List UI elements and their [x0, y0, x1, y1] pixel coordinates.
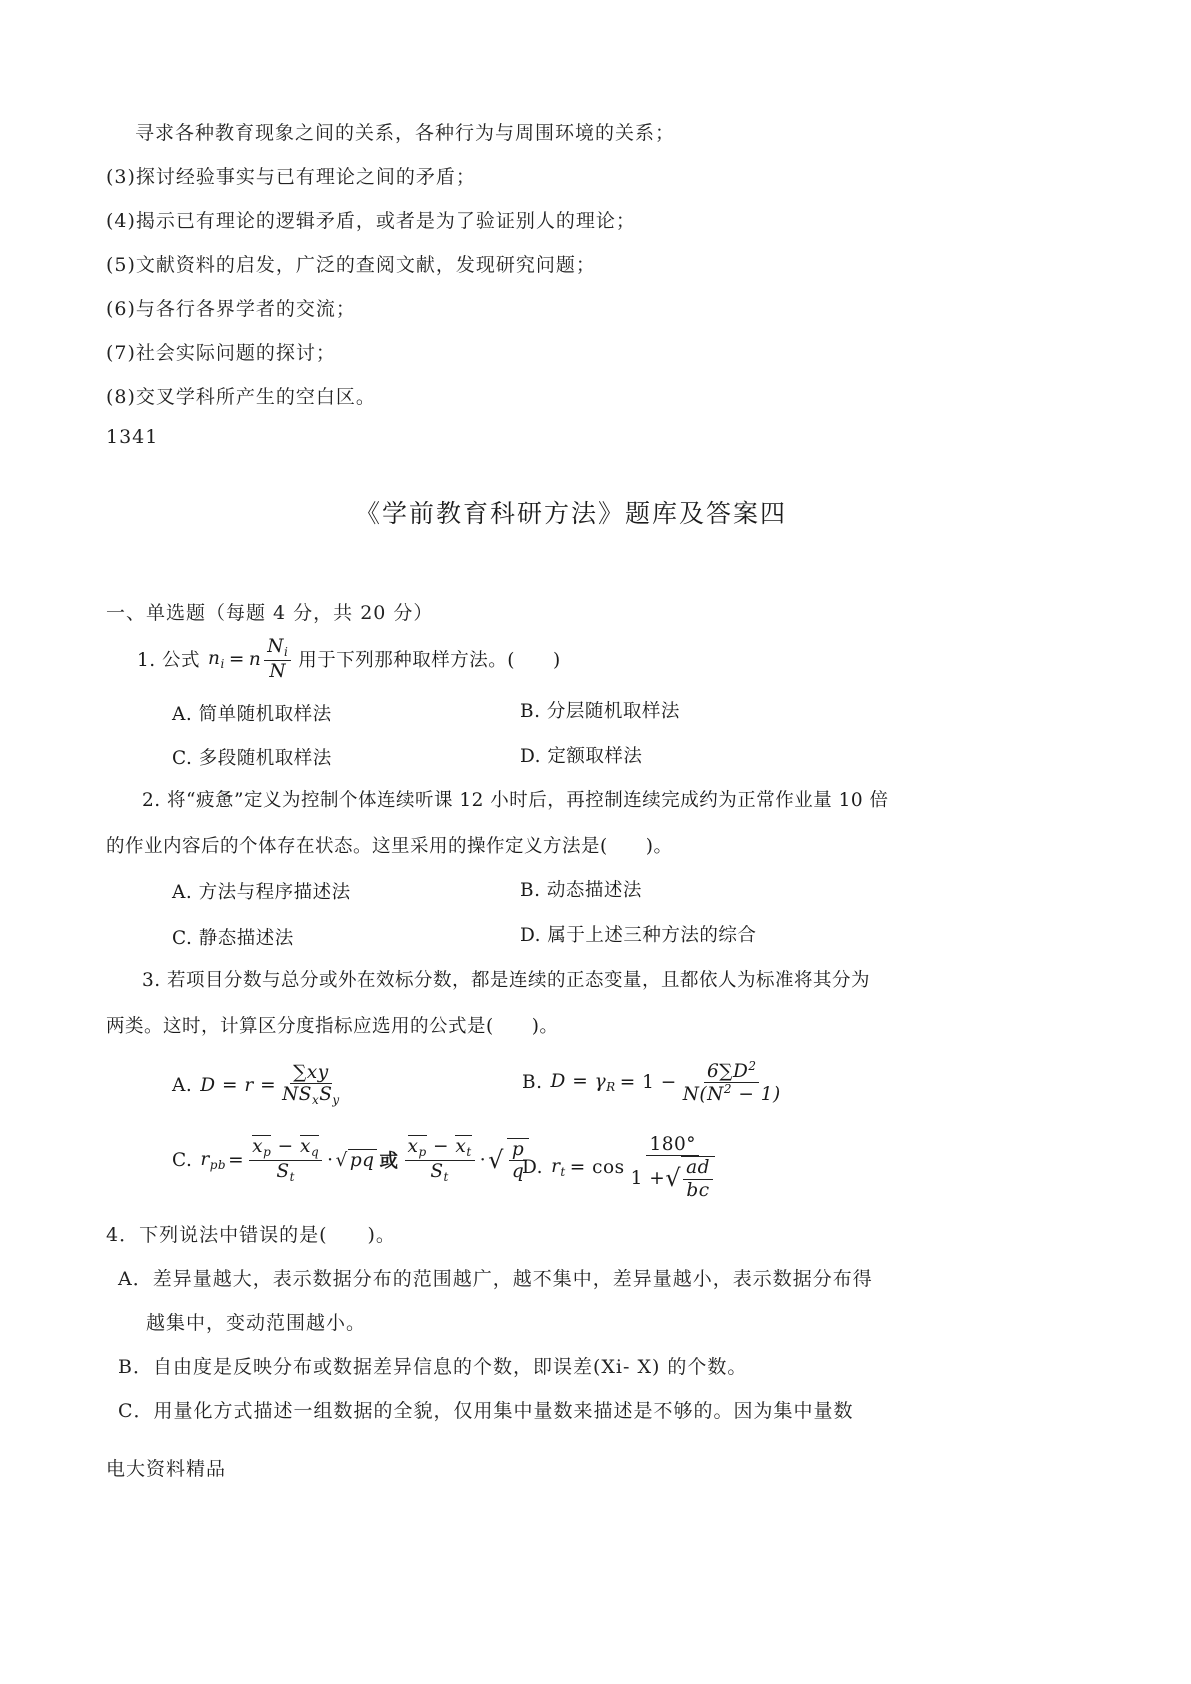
- carryover-line-7: (8)交叉学科所产生的空白区。: [106, 386, 376, 408]
- q4-option-b: B．自由度是反映分布或数据差异信息的个数，即误差(Xi- X) 的个数。: [118, 1356, 748, 1378]
- q1-formula-eq: =: [228, 648, 245, 670]
- q1-prefix: 1. 公式: [137, 650, 201, 672]
- carryover-line-1: 寻求各种教育现象之间的关系，各种行为与周围环境的关系；: [135, 122, 676, 144]
- question-2-line-1: 2. 将“疲惫”定义为控制个体连续听课 12 小时后，再控制连续完成约为正常作业量 10 倍: [142, 790, 889, 811]
- carryover-line-4: (5)文献资料的启发，广泛的查阅文献，发现研究问题；: [106, 254, 596, 276]
- sqrt-sign-icon: √: [488, 1146, 504, 1175]
- document-title: 《学前教育科研方法》题库及答案四: [355, 499, 788, 528]
- carryover-line-6: (7)社会实际问题的探讨；: [106, 342, 336, 364]
- q1-formula-coef: n: [248, 648, 262, 670]
- question-1-stem: [137, 636, 561, 682]
- question-4-stem: 4．下列说法中错误的是( )。: [106, 1224, 396, 1246]
- section-heading: 一、单选题（每题 4 分，共 20 分）: [106, 602, 434, 624]
- q3-option-b: B. $D = \gamma_R$ = 1 − $\frac{6\sum D^2}{N(N^2 - 1)}$: [522, 1059, 781, 1106]
- q4-option-a-line-1: A．差异量越大，表示数据分布的范围越广，越不集中，差异量越小，表示数据分布得: [118, 1268, 873, 1290]
- q3-option-d: D. $r_t$ = cos 180° 1 + √ $\frac{ad}{bc}$: [522, 1134, 721, 1201]
- q3-option-a: A. D = r = $\frac{\sum xy}{NS_xS_y}$: [172, 1062, 340, 1108]
- q4-option-a-line-2: 越集中，变动范围越小。: [146, 1312, 367, 1334]
- question-2-line-2: 的作业内容后的个体存在状态。这里采用的操作定义方法是( )。: [106, 836, 673, 857]
- footer-text: 电大资料精品: [106, 1458, 227, 1480]
- sqrt-sign-icon: √: [335, 1149, 348, 1171]
- q2-option-c: C. 静态描述法: [172, 928, 294, 949]
- carryover-line-3: (4)揭示已有理论的逻辑矛盾，或者是为了验证别人的理论；: [106, 210, 636, 232]
- q4-option-c: C．用量化方式描述一组数据的全貌，仅用集中量数来描述是不够的。因为集中量数: [118, 1400, 854, 1422]
- q1-option-c: C. 多段随机取样法: [172, 748, 332, 769]
- q1-formula-lhs: $n_i$: [208, 647, 225, 671]
- q2-option-d: D. 属于上述三种方法的综合: [520, 925, 757, 946]
- question-3-line-2: 两类。这时，计算区分度指标应选用的公式是( )。: [106, 1016, 559, 1037]
- carryover-line-2: (3)探讨经验事实与已有理论之间的矛盾；: [106, 166, 476, 188]
- q3-option-c: C. $r_{pb}$ = $\frac{x_p - x_q}{S_t}$ · √ pq 或 $\frac{x_p - x_t}{S_t}$ · √ $\frac{p}{q}$: [172, 1136, 532, 1185]
- q1-suffix: 用于下列那种取样方法。( ): [298, 650, 561, 672]
- q2-option-b: B. 动态描述法: [520, 880, 642, 901]
- page-number: 1341: [106, 426, 159, 448]
- q1-option-d: D. 定额取样法: [520, 746, 643, 767]
- q1-option-a: A. 简单随机取样法: [172, 704, 332, 725]
- q1-formula-fraction: $\frac{N_i}{N}$: [264, 636, 291, 682]
- question-3-line-1: 3. 若项目分数与总分或外在效标分数，都是连续的正态变量，且都依人为标准将其分为: [142, 970, 871, 991]
- q1-option-b: B. 分层随机取样法: [520, 701, 680, 722]
- q2-option-a: A. 方法与程序描述法: [172, 882, 351, 903]
- carryover-line-5: (6)与各行各界学者的交流；: [106, 298, 356, 320]
- sqrt-sign-icon: √: [665, 1163, 682, 1192]
